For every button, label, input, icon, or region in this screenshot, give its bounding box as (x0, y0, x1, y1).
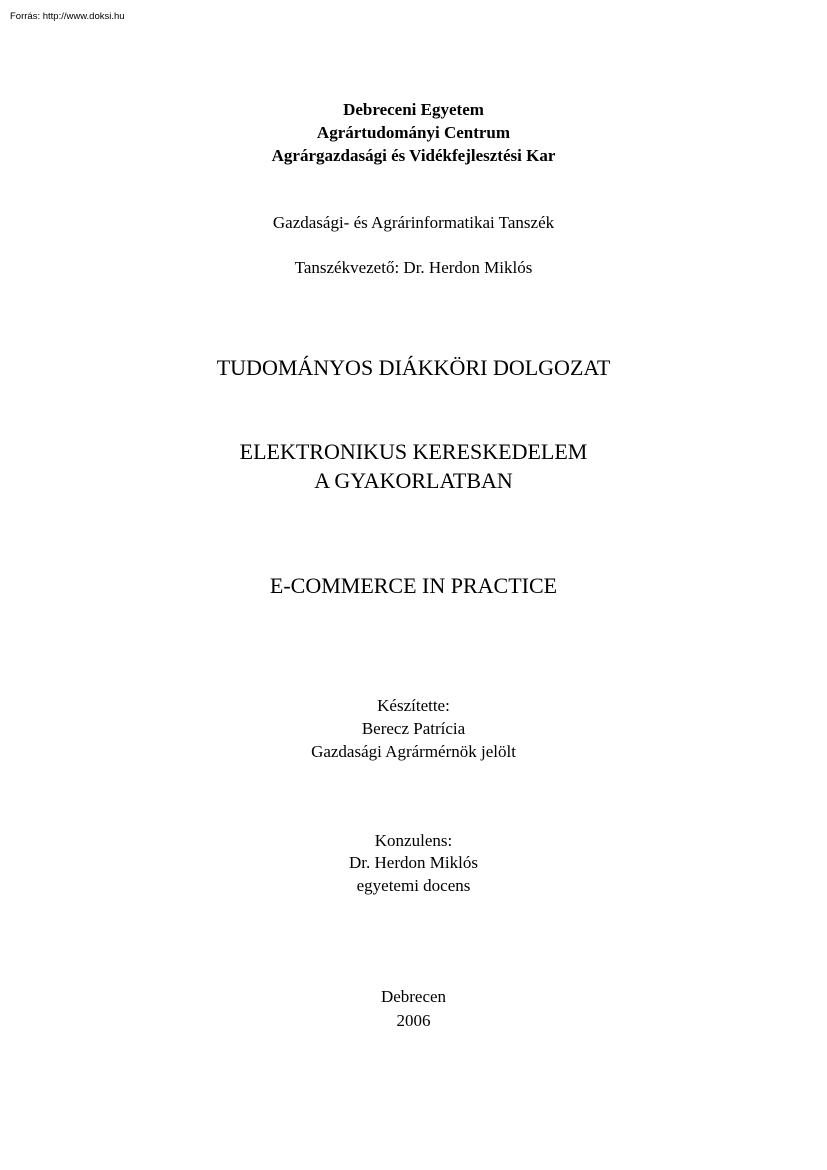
department-name: Gazdasági- és Agrárinformatikai Tanszék (272, 213, 555, 232)
document-type: TUDOMÁNYOS DIÁKKÖRI DOLGOZAT (216, 355, 611, 380)
supervisor-role: egyetemi docens (356, 876, 471, 895)
department-head: Tanszékvezető: Dr. Herdon Miklós (294, 258, 533, 277)
author-role: Gazdasági Agrármérnök jelölt (311, 742, 516, 761)
source-note: Forrás: http://www.doksi.hu (10, 11, 125, 22)
title-hu-line-2: A GYAKORLATBAN (314, 468, 513, 493)
title-hu-line-1: ELEKTRONIKUS KERESKEDELEM (239, 439, 588, 464)
place: Debrecen (380, 987, 447, 1006)
supervisor-name: Dr. Herdon Miklós (349, 853, 478, 872)
university-name: Debreceni Egyetem (343, 100, 484, 119)
supervisor-label: Konzulens: (374, 831, 453, 850)
author-name: Berecz Patrícia (361, 719, 466, 738)
author-label: Készítette: (377, 696, 450, 715)
year: 2006 (396, 1011, 431, 1030)
centre-name: Agrártudományi Centrum (316, 123, 511, 142)
title-en: E-COMMERCE IN PRACTICE (269, 573, 558, 598)
faculty-name: Agrárgazdasági és Vidékfejlesztési Kar (271, 146, 556, 165)
